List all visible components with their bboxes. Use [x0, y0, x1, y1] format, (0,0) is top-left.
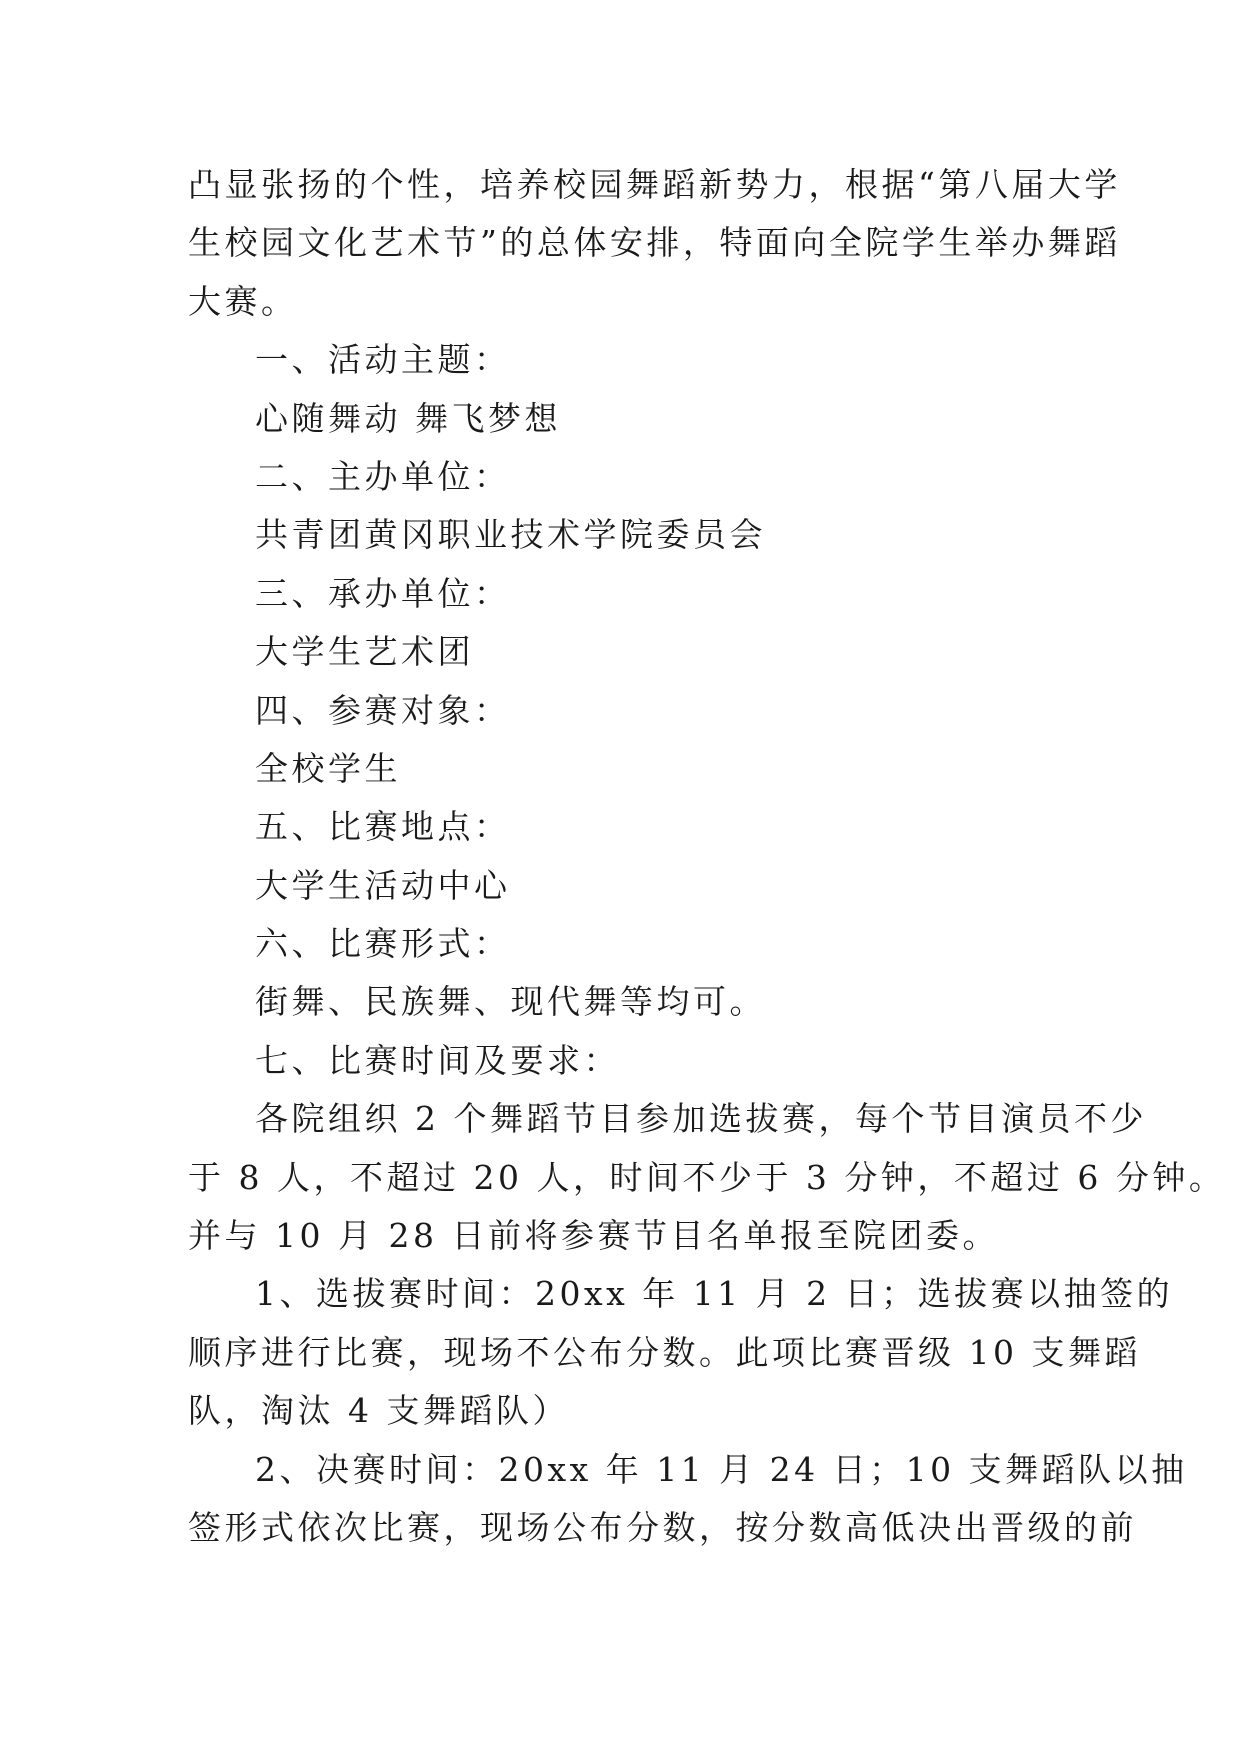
text-line: 并与 10 月 28 日前将参赛节目名单报至院团委。: [188, 1216, 999, 1256]
text-line: 签形式依次比赛，现场公布分数，按分数高低决出晋级的前: [188, 1507, 1137, 1547]
section-heading: 六、比赛形式：: [255, 924, 511, 964]
text-line: 顺序进行比赛，现场不公布分数。此项比赛晋级 10 支舞蹈: [188, 1332, 1141, 1372]
text-line: 大学生艺术团: [255, 632, 474, 672]
section-heading: 四、参赛对象：: [255, 690, 511, 730]
section-heading: 五、比赛地点：: [255, 807, 511, 847]
text-line: 心随舞动 舞飞梦想: [255, 398, 561, 438]
text-line: 于 8 人，不超过 20 人，时间不少于 3 分钟，不超过 6 分钟。: [188, 1157, 1226, 1197]
text-line: 大学生活动中心: [255, 865, 511, 905]
text-line: 2、决赛时间：20xx 年 11 月 24 日；10 支舞蹈队以抽: [255, 1449, 1188, 1489]
text-line: 大赛。: [188, 281, 298, 321]
text-line: 凸显张扬的个性，培养校园舞蹈新势力，根据“第八届大学: [188, 165, 1121, 204]
text-line: 街舞、民族舞、现代舞等均可。: [255, 982, 766, 1022]
text-line: 1、选拔赛时间：20xx 年 11 月 2 日；选拔赛以抽签的: [255, 1274, 1174, 1314]
section-heading: 一、活动主题：: [255, 340, 511, 380]
section-heading: 二、主办单位：: [255, 456, 511, 496]
text-line: 共青团黄冈职业技术学院委员会: [255, 515, 766, 555]
text-line: 全校学生: [255, 748, 401, 788]
text-line: 各院组织 2 个舞蹈节目参加选拔赛，每个节目演员不少: [255, 1099, 1147, 1139]
text-line: 生校园文化艺术节”的总体安排，特面向全院学生举办舞蹈: [188, 223, 1121, 263]
document-body: [188, 156, 1226, 1557]
text-line: 队，淘汰 4 支舞蹈队）: [188, 1391, 569, 1431]
section-heading: 七、比赛时间及要求：: [255, 1040, 620, 1080]
section-heading: 三、承办单位：: [255, 573, 511, 613]
